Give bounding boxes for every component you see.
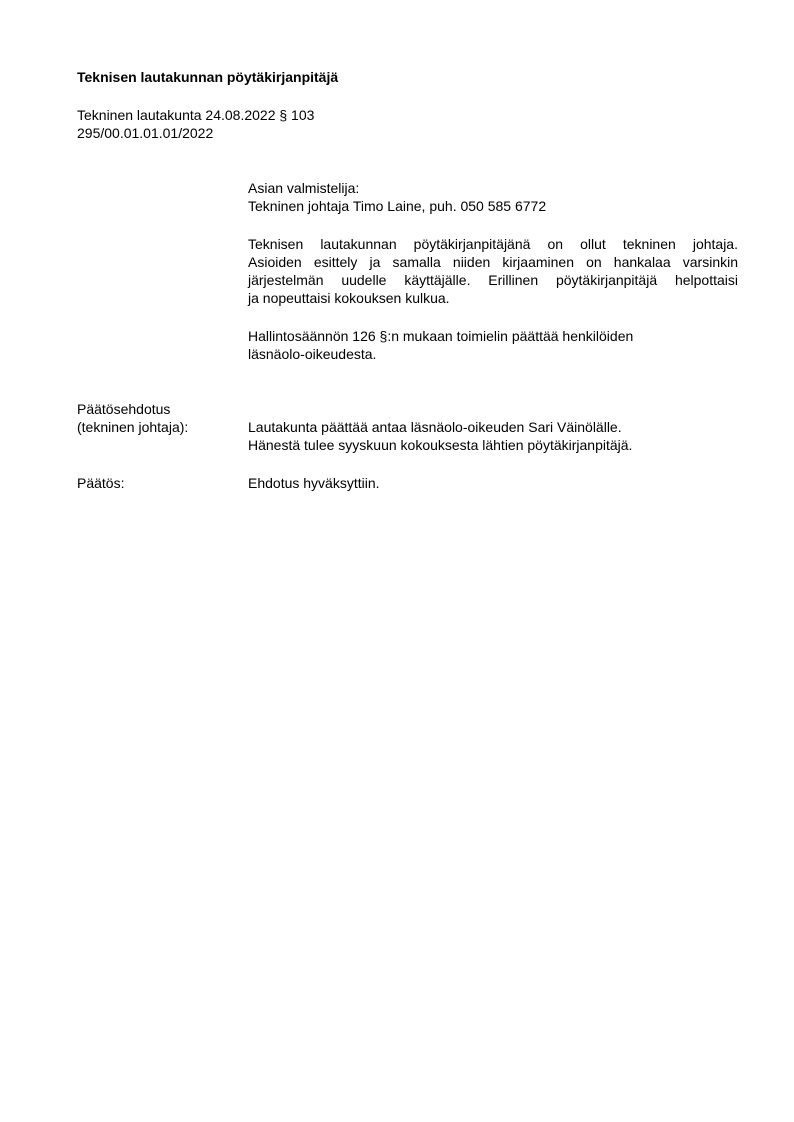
preparer-block (248, 179, 738, 215)
decision-text: Ehdotus hyväksyttiin. (248, 475, 380, 491)
preparer-name: Tekninen johtaja Timo Laine, puh. 050 585 6772 (248, 198, 547, 214)
proposal-text (248, 418, 738, 454)
proposal-label (77, 400, 188, 436)
paragraph-line: Teknisen lautakunnan pöytäkirjanpitäjänä on ollut tekninen johtaja. (248, 236, 738, 252)
decision-label: Päätös: (77, 475, 125, 491)
diary-number: 295/00.01.01.01/2022 (77, 125, 214, 141)
proposal-label-line: Päätösehdotus (77, 401, 171, 417)
paragraph-line: ja nopeuttaisi kokouksen kulkua. (248, 290, 450, 306)
background-paragraph (248, 235, 738, 307)
paragraph-line: järjestelmän uudelle käyttäjälle. Erillinen pöytäkirjanpitäjä helpottaisi (248, 272, 738, 288)
paragraph-line: Asioiden esittely ja samalla niiden kirjaaminen on hankalaa varsinkin (248, 254, 738, 270)
preparer-label: Asian valmistelija: (248, 180, 360, 196)
meeting-reference (77, 106, 314, 142)
proposal-text-line: Hänestä tulee syyskuun kokouksesta lähtien pöytäkirjanpitäjä. (248, 437, 633, 453)
paragraph-line: läsnäolo-oikeudesta. (248, 346, 377, 362)
paragraph-line: Hallintosäännön 126 §:n mukaan toimielin päättää henkilöiden (248, 328, 634, 344)
regulation-paragraph (248, 327, 738, 363)
meeting-date-section: Tekninen lautakunta 24.08.2022 § 103 (77, 107, 315, 123)
proposal-text-line: Lautakunta päättää antaa läsnäolo-oikeuden Sari Väinölälle. (248, 419, 622, 435)
document-heading: Teknisen lautakunnan pöytäkirjanpitäjä (77, 69, 339, 85)
proposal-label-line: (tekninen johtaja): (77, 419, 189, 435)
